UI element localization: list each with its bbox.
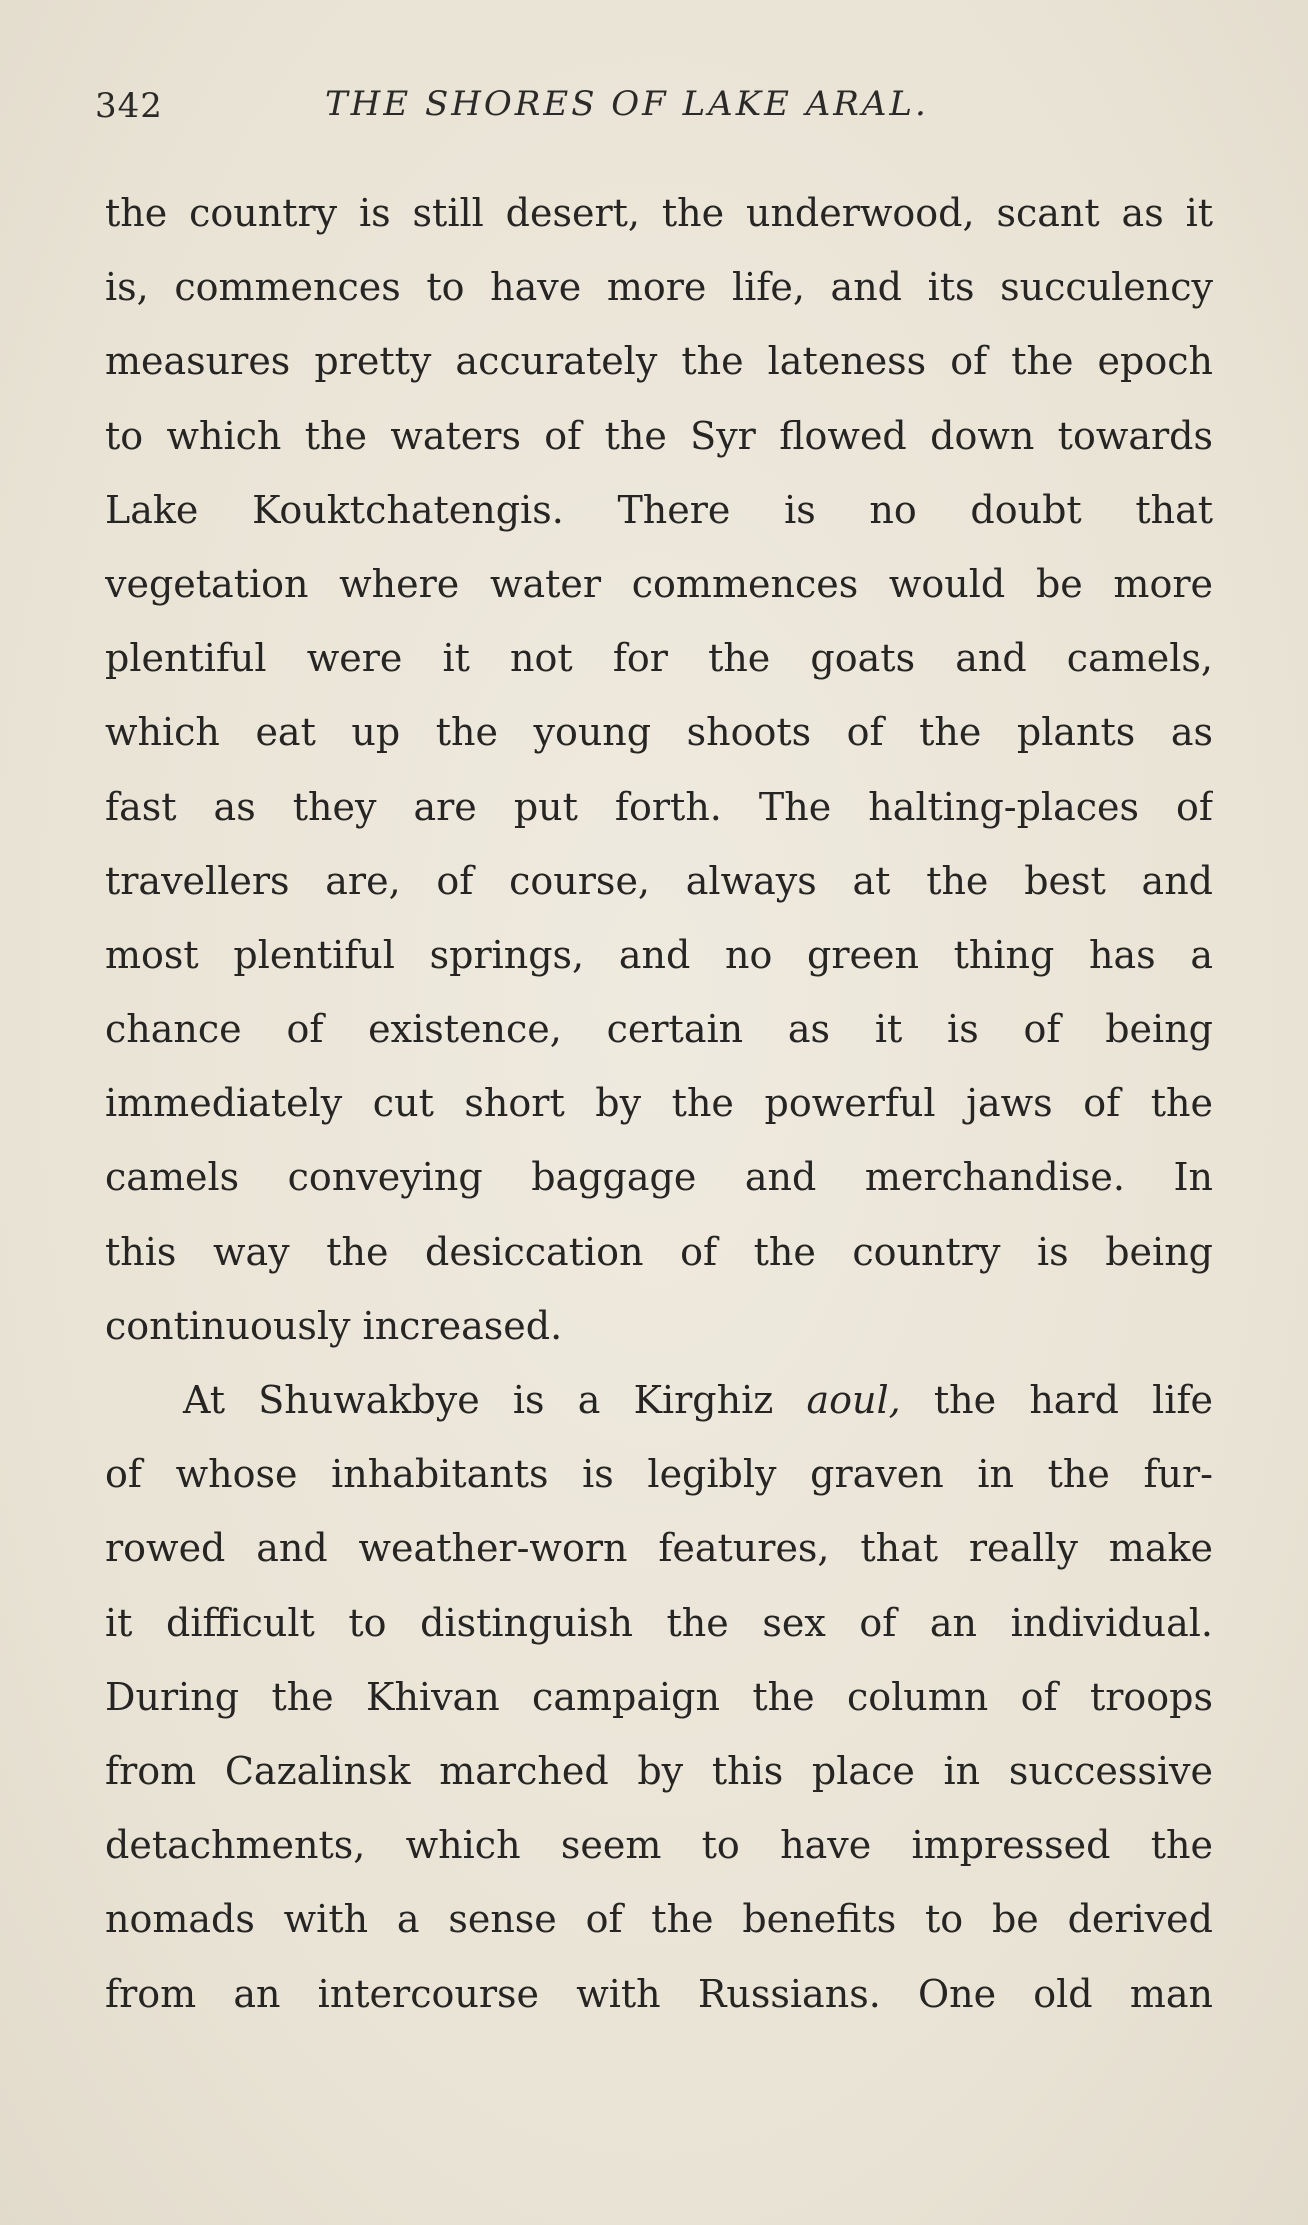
- text-line: Lake Kouktchatengis. There is no doubt that: [105, 487, 1213, 532]
- text-line: camels conveying baggage and merchandise. In: [105, 1155, 1213, 1200]
- text-line: travellers are, of course, always at the best and: [105, 858, 1213, 903]
- text-line: detachments, which seem to have impressed the: [105, 1823, 1213, 1868]
- text-line: of whose inhabitants is legibly graven in the fur-: [105, 1452, 1213, 1497]
- text-line: most plentiful springs, and no green thing has a: [105, 932, 1213, 977]
- text-segment: At Shuwakbye is a Kirghiz: [183, 1378, 807, 1422]
- text-line: to which the waters of the Syr flowed down towards: [105, 413, 1213, 458]
- paragraph-first-line: [105, 1363, 1213, 1437]
- text-line: which eat up the young shoots of the plants as: [105, 710, 1213, 755]
- body-text: [105, 176, 1213, 2031]
- text-line: the country is still desert, the underwood, scant as it: [105, 191, 1213, 235]
- text-line: this way the desiccation of the country is being: [105, 1229, 1213, 1274]
- italic-term: aoul,: [806, 1378, 901, 1422]
- text-line: measures pretty accurately the lateness of the epoch: [105, 339, 1213, 384]
- text-line: nomads with a sense of the benefits to be derived: [105, 1897, 1213, 1942]
- text-line: it difficult to distinguish the sex of an individual.: [105, 1600, 1213, 1645]
- text-line: plentiful were it not for the goats and camels,: [105, 636, 1213, 681]
- text-line: from an intercourse with Russians. One old man: [105, 1971, 1213, 2016]
- running-head: THE SHORES OF LAKE ARAL.: [325, 84, 929, 124]
- text-line: from Cazalinsk marched by this place in successive: [105, 1748, 1213, 1793]
- text-line: rowed and weather-worn features, that really make: [105, 1526, 1213, 1571]
- text-line: is, commences to have more life, and its succulency: [105, 265, 1213, 310]
- text-line: chance of existence, certain as it is of being: [105, 1007, 1213, 1052]
- text-segment: the hard life: [900, 1378, 1213, 1422]
- text-line: vegetation where water commences would be more: [105, 561, 1213, 606]
- text-line: During the Khivan campaign the column of troops: [105, 1674, 1213, 1719]
- page-number: 342: [95, 86, 163, 126]
- text-line: immediately cut short by the powerful jaws of the: [105, 1081, 1213, 1126]
- page-header: [95, 82, 975, 132]
- text-line: continuously increased.: [105, 1303, 563, 1348]
- text-line: fast as they are put forth. The halting-places of: [105, 784, 1213, 829]
